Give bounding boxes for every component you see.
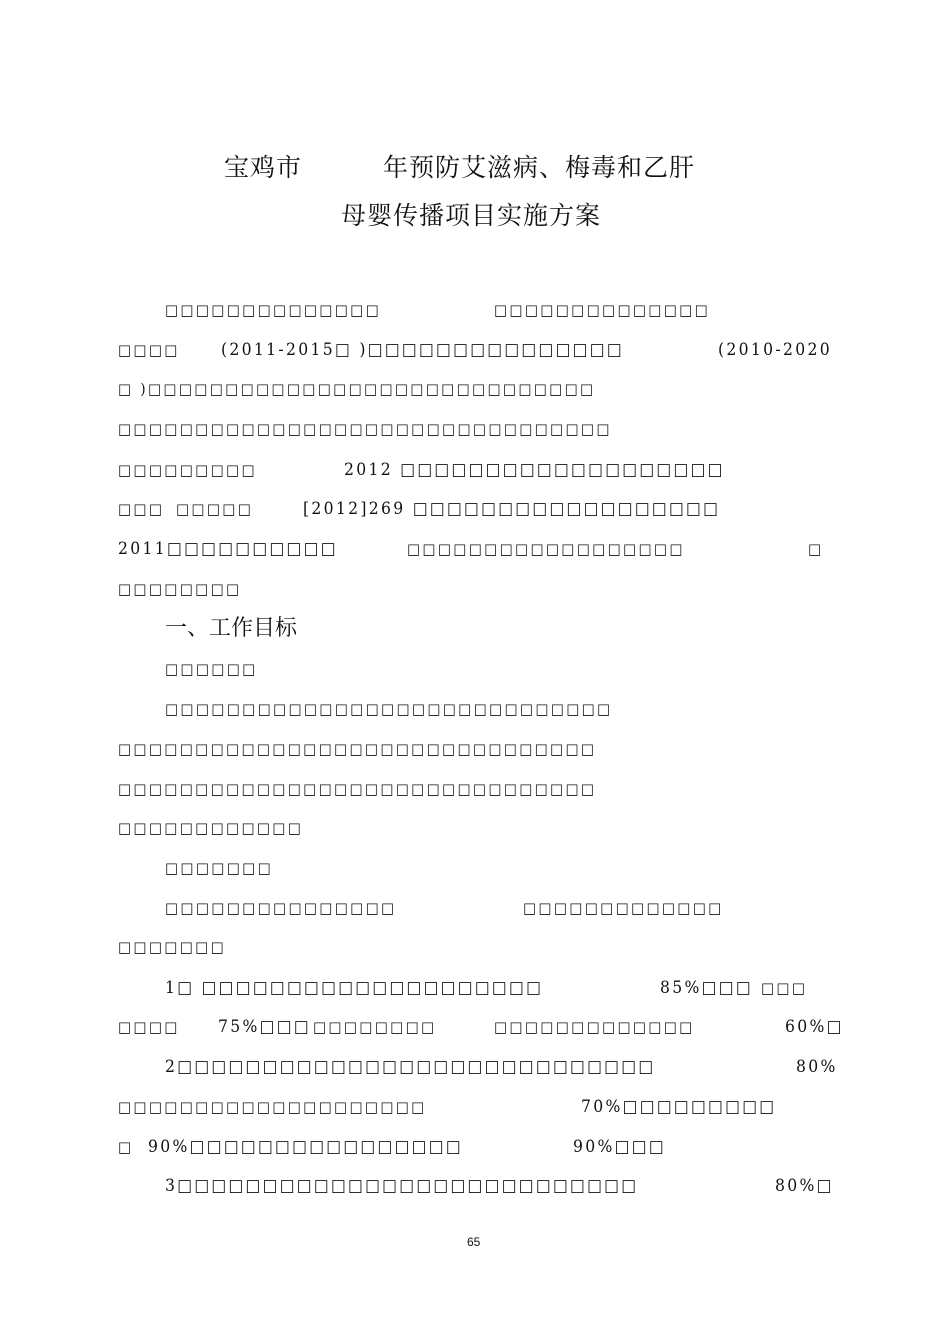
p1-line5a: □□□□□□□□□ <box>118 461 257 479</box>
p1-line8: □□□□□□□□ <box>118 580 242 598</box>
s1-line2: □□□□□□□□□□□□□□□□□□□□□□□□□□□□□□□ <box>118 740 597 758</box>
item1-line1b: 85%□□□ <box>660 978 753 998</box>
item2-line1a: 2□□□□□□□□□□□□□□□□□□□□□□□□□□□□ <box>165 1057 656 1077</box>
p1-line2a: □□□□ <box>118 341 180 359</box>
p1-line7c: □ <box>808 540 824 558</box>
s1-line4: □□□□□□□□□□□□ <box>118 819 304 837</box>
item1-line2c: □□□□□□□□ <box>313 1018 437 1036</box>
item1-line1a: 1□ □□□□□□□□□□□□□□□□□□□□ <box>165 978 544 998</box>
p1-line4: □□□□□□□□□□□□□□□□□□□□□□□□□□□□□□□□ <box>118 420 612 438</box>
title-line1-part2: 年预防艾滋病、梅毒和乙肝 <box>383 153 696 182</box>
p1-line5b: 2012 □□□□□□□□□□□□□□□□□□□ <box>344 460 725 480</box>
section-heading-work-goals: 一、工作目标 <box>165 616 298 641</box>
item3-line1b: 80%□ <box>775 1176 834 1196</box>
title-line2: 母婴传播项目实施方案 <box>341 201 602 230</box>
p1-line6c: [2012]269 □□□□□□□□□□□□□□□□□□ <box>303 499 721 519</box>
item2-line3a: □ <box>118 1138 134 1156</box>
p1-line1a: □□□□□□□□□□□□□□ <box>165 301 382 319</box>
p1-line7b: □□□□□□□□□□□□□□□□□□ <box>407 540 685 558</box>
p1-line6a: □□□ <box>118 500 165 518</box>
item1-line2e: 60%□ <box>785 1017 844 1037</box>
page-number: 65 <box>467 1235 481 1249</box>
item1-line1c: □□□ <box>761 979 808 997</box>
s1-line5a: □□□□□□□□□□□□□□□ <box>165 899 397 917</box>
item2-line3c: 90%□□□ <box>573 1137 666 1157</box>
p1-line2c: (2010-2020 <box>718 340 832 360</box>
p1-line3: □ )□□□□□□□□□□□□□□□□□□□□□□□□□□□□□ <box>118 380 596 398</box>
item1-line2b: 75%□□□ <box>218 1017 311 1037</box>
subheading-2: □□□□□□□ <box>165 859 274 877</box>
title-line1-part1: 宝鸡市 <box>224 153 303 182</box>
p1-line2b: (2011-2015□ )□□□□□□□□□□□□□□□ <box>221 340 624 360</box>
p1-line1b: □□□□□□□□□□□□□□ <box>494 301 711 319</box>
item1-line2d: □□□□□□□□□□□□□ <box>494 1018 695 1036</box>
s1-line5b: □□□□□□□□□□□□□ <box>523 899 724 917</box>
s1-line6: □□□□□□□ <box>118 938 227 956</box>
s1-line1: □□□□□□□□□□□□□□□□□□□□□□□□□□□□□ <box>165 700 613 718</box>
item3-line1a: 3□□□□□□□□□□□□□□□□□□□□□□□□□□□ <box>165 1176 639 1196</box>
item2-line2a: □□□□□□□□□□□□□□□□□□□□ <box>118 1098 427 1116</box>
p1-line6b: □□□□□ <box>176 500 254 518</box>
s1-line3: □□□□□□□□□□□□□□□□□□□□□□□□□□□□□□□ <box>118 780 597 798</box>
item1-line2a: □□□□ <box>118 1018 180 1036</box>
item2-line1b: 80% <box>796 1057 838 1077</box>
subheading-1: □□□□□□ <box>165 660 258 678</box>
p1-line7a: 2011□□□□□□□□□□ <box>118 539 338 559</box>
item2-line2b: 70%□□□□□□□□□ <box>581 1097 777 1117</box>
item2-line3b: 90%□□□□□□□□□□□□□□□□ <box>148 1137 463 1157</box>
